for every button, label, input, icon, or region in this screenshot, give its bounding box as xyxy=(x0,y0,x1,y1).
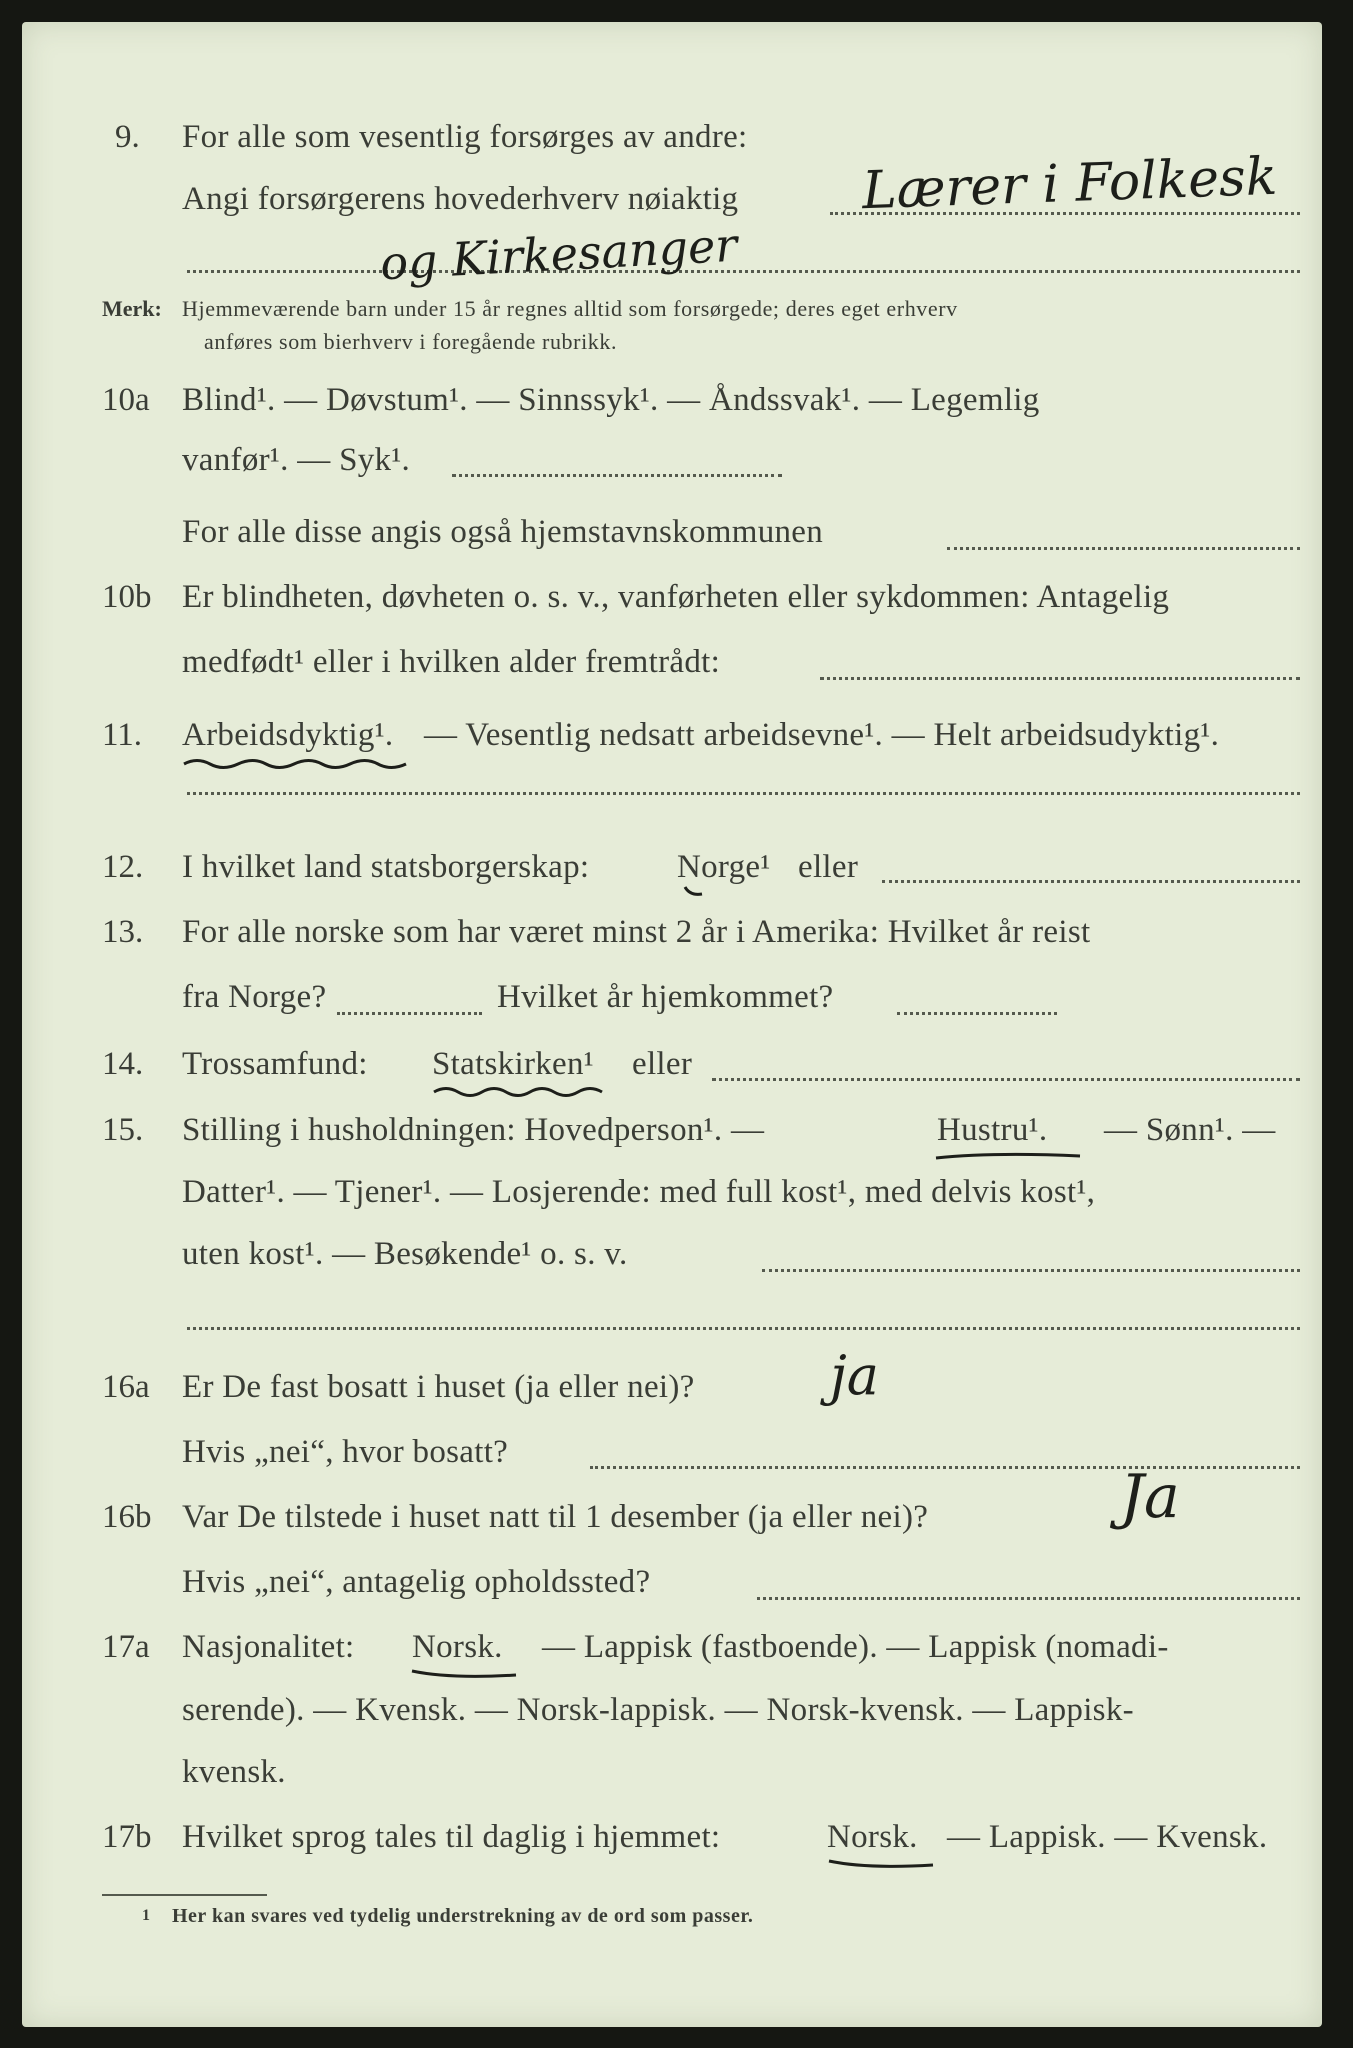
q14-answer-line xyxy=(712,1078,1300,1081)
q17b-word-norsk: Norsk. xyxy=(827,1819,918,1855)
footnote-mark: 1 xyxy=(142,1907,151,1924)
q10a-line1: Blind¹. — Døvstum¹. — Sinnssyk¹. — Åndssvak¹. — Legemlig xyxy=(182,382,1040,418)
q14-word-statskirken: Statskirken¹ xyxy=(432,1046,594,1082)
q15-line1a: Stilling i husholdningen: Hovedperson¹. — xyxy=(182,1112,765,1148)
q17a-line3: kvensk. xyxy=(182,1754,286,1790)
q11-word-arbeidsdyktig: Arbeidsdyktig¹. xyxy=(182,717,394,753)
q15-line3: uten kost¹. — Besøkende¹ o. s. v. xyxy=(182,1236,628,1272)
q13-answer-line1 xyxy=(337,1012,482,1015)
q15-answer-line2 xyxy=(187,1327,1300,1330)
q16a-number: 16a xyxy=(102,1369,150,1405)
footnote-rule xyxy=(102,1894,267,1896)
q15-line1c: — Sønn¹. — xyxy=(1104,1112,1276,1148)
q15-underline xyxy=(934,1150,1084,1164)
q16a-answer-handwriting: ja xyxy=(830,1344,879,1407)
q13-line2b: Hvilket år hjemkommet? xyxy=(497,979,834,1015)
q17a-word-norsk: Norsk. xyxy=(412,1629,503,1665)
q17a-pre: Nasjonalitet: xyxy=(182,1629,355,1665)
q10a-answer-line2 xyxy=(947,547,1300,550)
q14-number: 14. xyxy=(102,1046,144,1082)
q16a-line1: Er De fast bosatt i huset (ja eller nei)? xyxy=(182,1369,695,1405)
q17b-post: — Lappisk. — Kvensk. xyxy=(947,1819,1268,1855)
q11-wavy-underline xyxy=(182,757,412,771)
merk-line2: anføres som bierhverv i foregående rubrikk. xyxy=(204,329,618,354)
q16b-answer-line xyxy=(757,1597,1300,1600)
q17b-underline xyxy=(827,1857,937,1871)
q15-line2: Datter¹. — Tjener¹. — Losjerende: med full kost¹, med delvis kost¹, xyxy=(182,1174,1096,1210)
q15-number: 15. xyxy=(102,1112,144,1148)
q10b-number: 10b xyxy=(102,579,152,615)
q16a-answer-line xyxy=(590,1466,1300,1469)
q17a-underline xyxy=(410,1667,520,1681)
q16a-line2: Hvis „nei“, hvor bosatt? xyxy=(182,1434,509,1470)
q13-answer-line2 xyxy=(897,1012,1057,1015)
q12-word-norge: Norge¹ xyxy=(677,849,771,885)
footnote-text: Her kan svares ved tydelig understrekning av de ord som passer. xyxy=(172,1905,754,1927)
q17b-pre: Hvilket sprog tales til daglig i hjemmet: xyxy=(182,1819,721,1855)
q13-line2a: fra Norge? xyxy=(182,979,327,1015)
q17b-number: 17b xyxy=(102,1819,152,1855)
q10b-line2: medfødt¹ eller i hvilken alder fremtrådt: xyxy=(182,644,721,680)
merk-label: Merk: xyxy=(102,296,162,321)
q14-wavy-underline xyxy=(432,1085,617,1099)
q17a-line2: serende). — Kvensk. — Norsk-lappisk. — Norsk-kvensk. — Lappisk- xyxy=(182,1692,1134,1728)
q13-line1: For alle norske som har været minst 2 år i Amerika: Hvilket år reist xyxy=(182,914,1091,950)
q14-post: eller xyxy=(632,1046,693,1082)
q9-answer-line2 xyxy=(187,270,1300,273)
q9-line1: For alle som vesentlig forsørges av andre: xyxy=(182,119,748,155)
q10b-line1: Er blindheten, døvheten o. s. v., vanførheten eller sykdommen: Antagelig xyxy=(182,579,1170,615)
q9-line2: Angi forsørgerens hovederhverv nøiaktig xyxy=(182,181,739,217)
q12-post: eller xyxy=(798,849,859,885)
q12-answer-line xyxy=(882,880,1300,883)
q16b-line1: Var De tilstede i huset natt til 1 desember (ja eller nei)? xyxy=(182,1499,929,1535)
q16b-line2: Hvis „nei“, antagelig opholdssted? xyxy=(182,1564,651,1600)
q10a-line2: vanfør¹. — Syk¹. xyxy=(182,442,411,478)
q9-number: 9. xyxy=(115,119,140,155)
merk-line1: Hjemmeværende barn under 15 år regnes alltid som forsørgede; deres eget erhverv xyxy=(182,296,958,321)
q10a-number: 10a xyxy=(102,382,150,418)
q12-number: 12. xyxy=(102,849,144,885)
q16b-answer-handwriting: Ja xyxy=(1120,1462,1180,1532)
q12-underline xyxy=(682,884,717,898)
q13-number: 13. xyxy=(102,914,144,950)
q14-pre: Trossamfund: xyxy=(182,1046,368,1082)
q10a-answer-line1 xyxy=(452,474,782,477)
q9-answer1-handwriting: Lærer i Folkesk xyxy=(861,146,1279,222)
q17a-number: 17a xyxy=(102,1629,150,1665)
q16b-number: 16b xyxy=(102,1499,152,1535)
q10a-line3: For alle disse angis også hjemstavnskommunen xyxy=(182,514,824,550)
q15-answer-line1 xyxy=(762,1269,1300,1272)
q10b-answer-line xyxy=(820,677,1300,680)
census-form-page xyxy=(22,22,1322,2027)
q12-pre: I hvilket land statsborgerskap: xyxy=(182,849,590,885)
q11-answer-line xyxy=(187,792,1300,795)
q9-answer2-handwriting: og Kirkesanger xyxy=(378,217,739,291)
q17a-post: — Lappisk (fastboende). — Lappisk (nomadi- xyxy=(542,1629,1169,1665)
q11-number: 11. xyxy=(102,717,143,753)
q15-word-hustru: Hustru¹. xyxy=(937,1112,1048,1148)
q11-rest: — Vesentlig nedsatt arbeidsevne¹. — Helt arbeidsudyktig¹. xyxy=(424,717,1220,753)
